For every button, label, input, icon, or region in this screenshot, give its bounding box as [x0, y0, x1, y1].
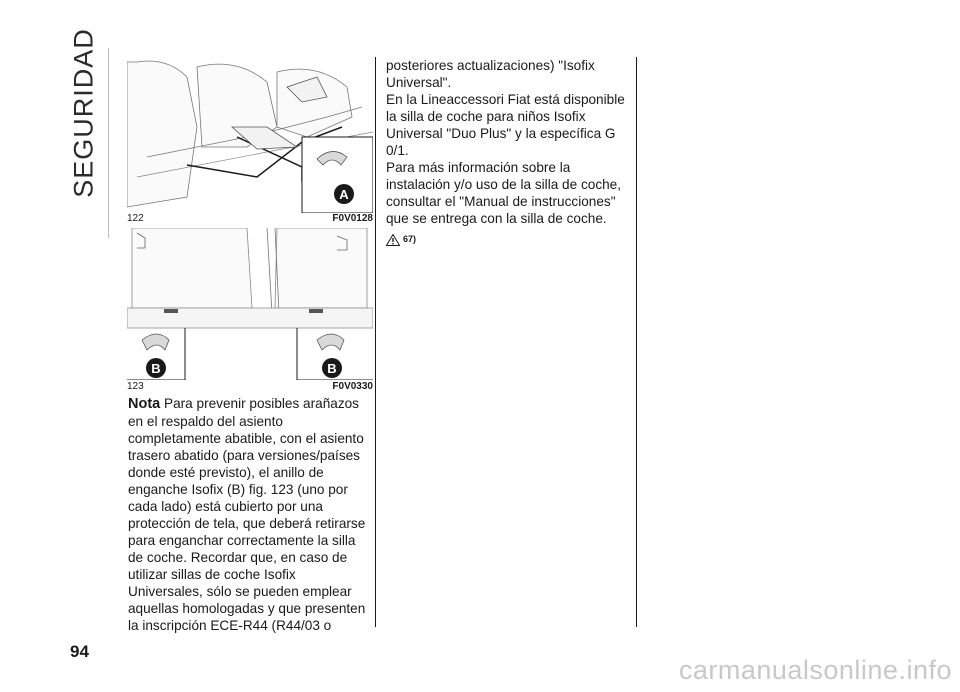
column-divider-right	[636, 57, 637, 627]
figure-123-marker-b-left	[146, 358, 166, 378]
note-label: Nota	[128, 396, 161, 412]
second-column	[386, 57, 631, 248]
warning-triangle-icon	[386, 234, 400, 246]
warning-reference	[386, 231, 631, 248]
paragraph-lineaccessori: En la Lineaccessori Fiat está disponible la silla de coche para niños Isofix Universal "Duo Plus" y la específica G 0/1.	[386, 92, 625, 158]
watermark-link[interactable]: carmanualsonline.info	[678, 655, 952, 685]
figure-123-number: 123	[127, 381, 144, 392]
figure-123-code: F0V0330	[332, 381, 373, 392]
page-number: 94	[70, 642, 89, 661]
note-paragraph	[128, 395, 368, 634]
figure-123-caption	[127, 381, 373, 392]
figure-123-marker-b-right	[322, 358, 342, 378]
tab-divider	[108, 48, 109, 238]
note-text: Para prevenir posibles arañazos en el respaldo del asiento completamente abatible, con el asiento trasero abatido (para versiones/países donde esté previsto), el anillo de enganche Isofix (B) fig. 123 (uno por cada lado) está cubierto por una protección de tela, que deberá retirarse para enganchar correctamente la silla de coche. Recordar que, en caso de utilizar sillas de coche Isofix Universales, sólo se pueden emplear aquellas homologadas y que presenten la inscripción ECE-R44 (R44/03 o	[128, 396, 366, 633]
figure-122-code: F0V0128	[332, 213, 373, 224]
svg-text:B: B	[151, 361, 161, 376]
section-title: SEGURIDAD	[68, 28, 99, 198]
svg-text:A: A	[339, 187, 349, 202]
paragraph-continuation: posteriores actualizaciones) "Isofix Universal".	[386, 58, 595, 90]
column-divider	[375, 57, 376, 627]
paragraph-more-info: Para más información sobre la instalación y/o uso de la silla de coche, consultar el "Manual de instrucciones" que se entrega con la silla de coche.	[386, 160, 622, 226]
warning-ref-number: 67)	[403, 234, 417, 244]
figure-122-marker-a	[334, 184, 354, 204]
figure-122-number: 122	[127, 213, 144, 224]
section-tab	[66, 28, 102, 198]
figure-122-caption	[127, 213, 373, 224]
svg-text:B: B	[327, 361, 337, 376]
